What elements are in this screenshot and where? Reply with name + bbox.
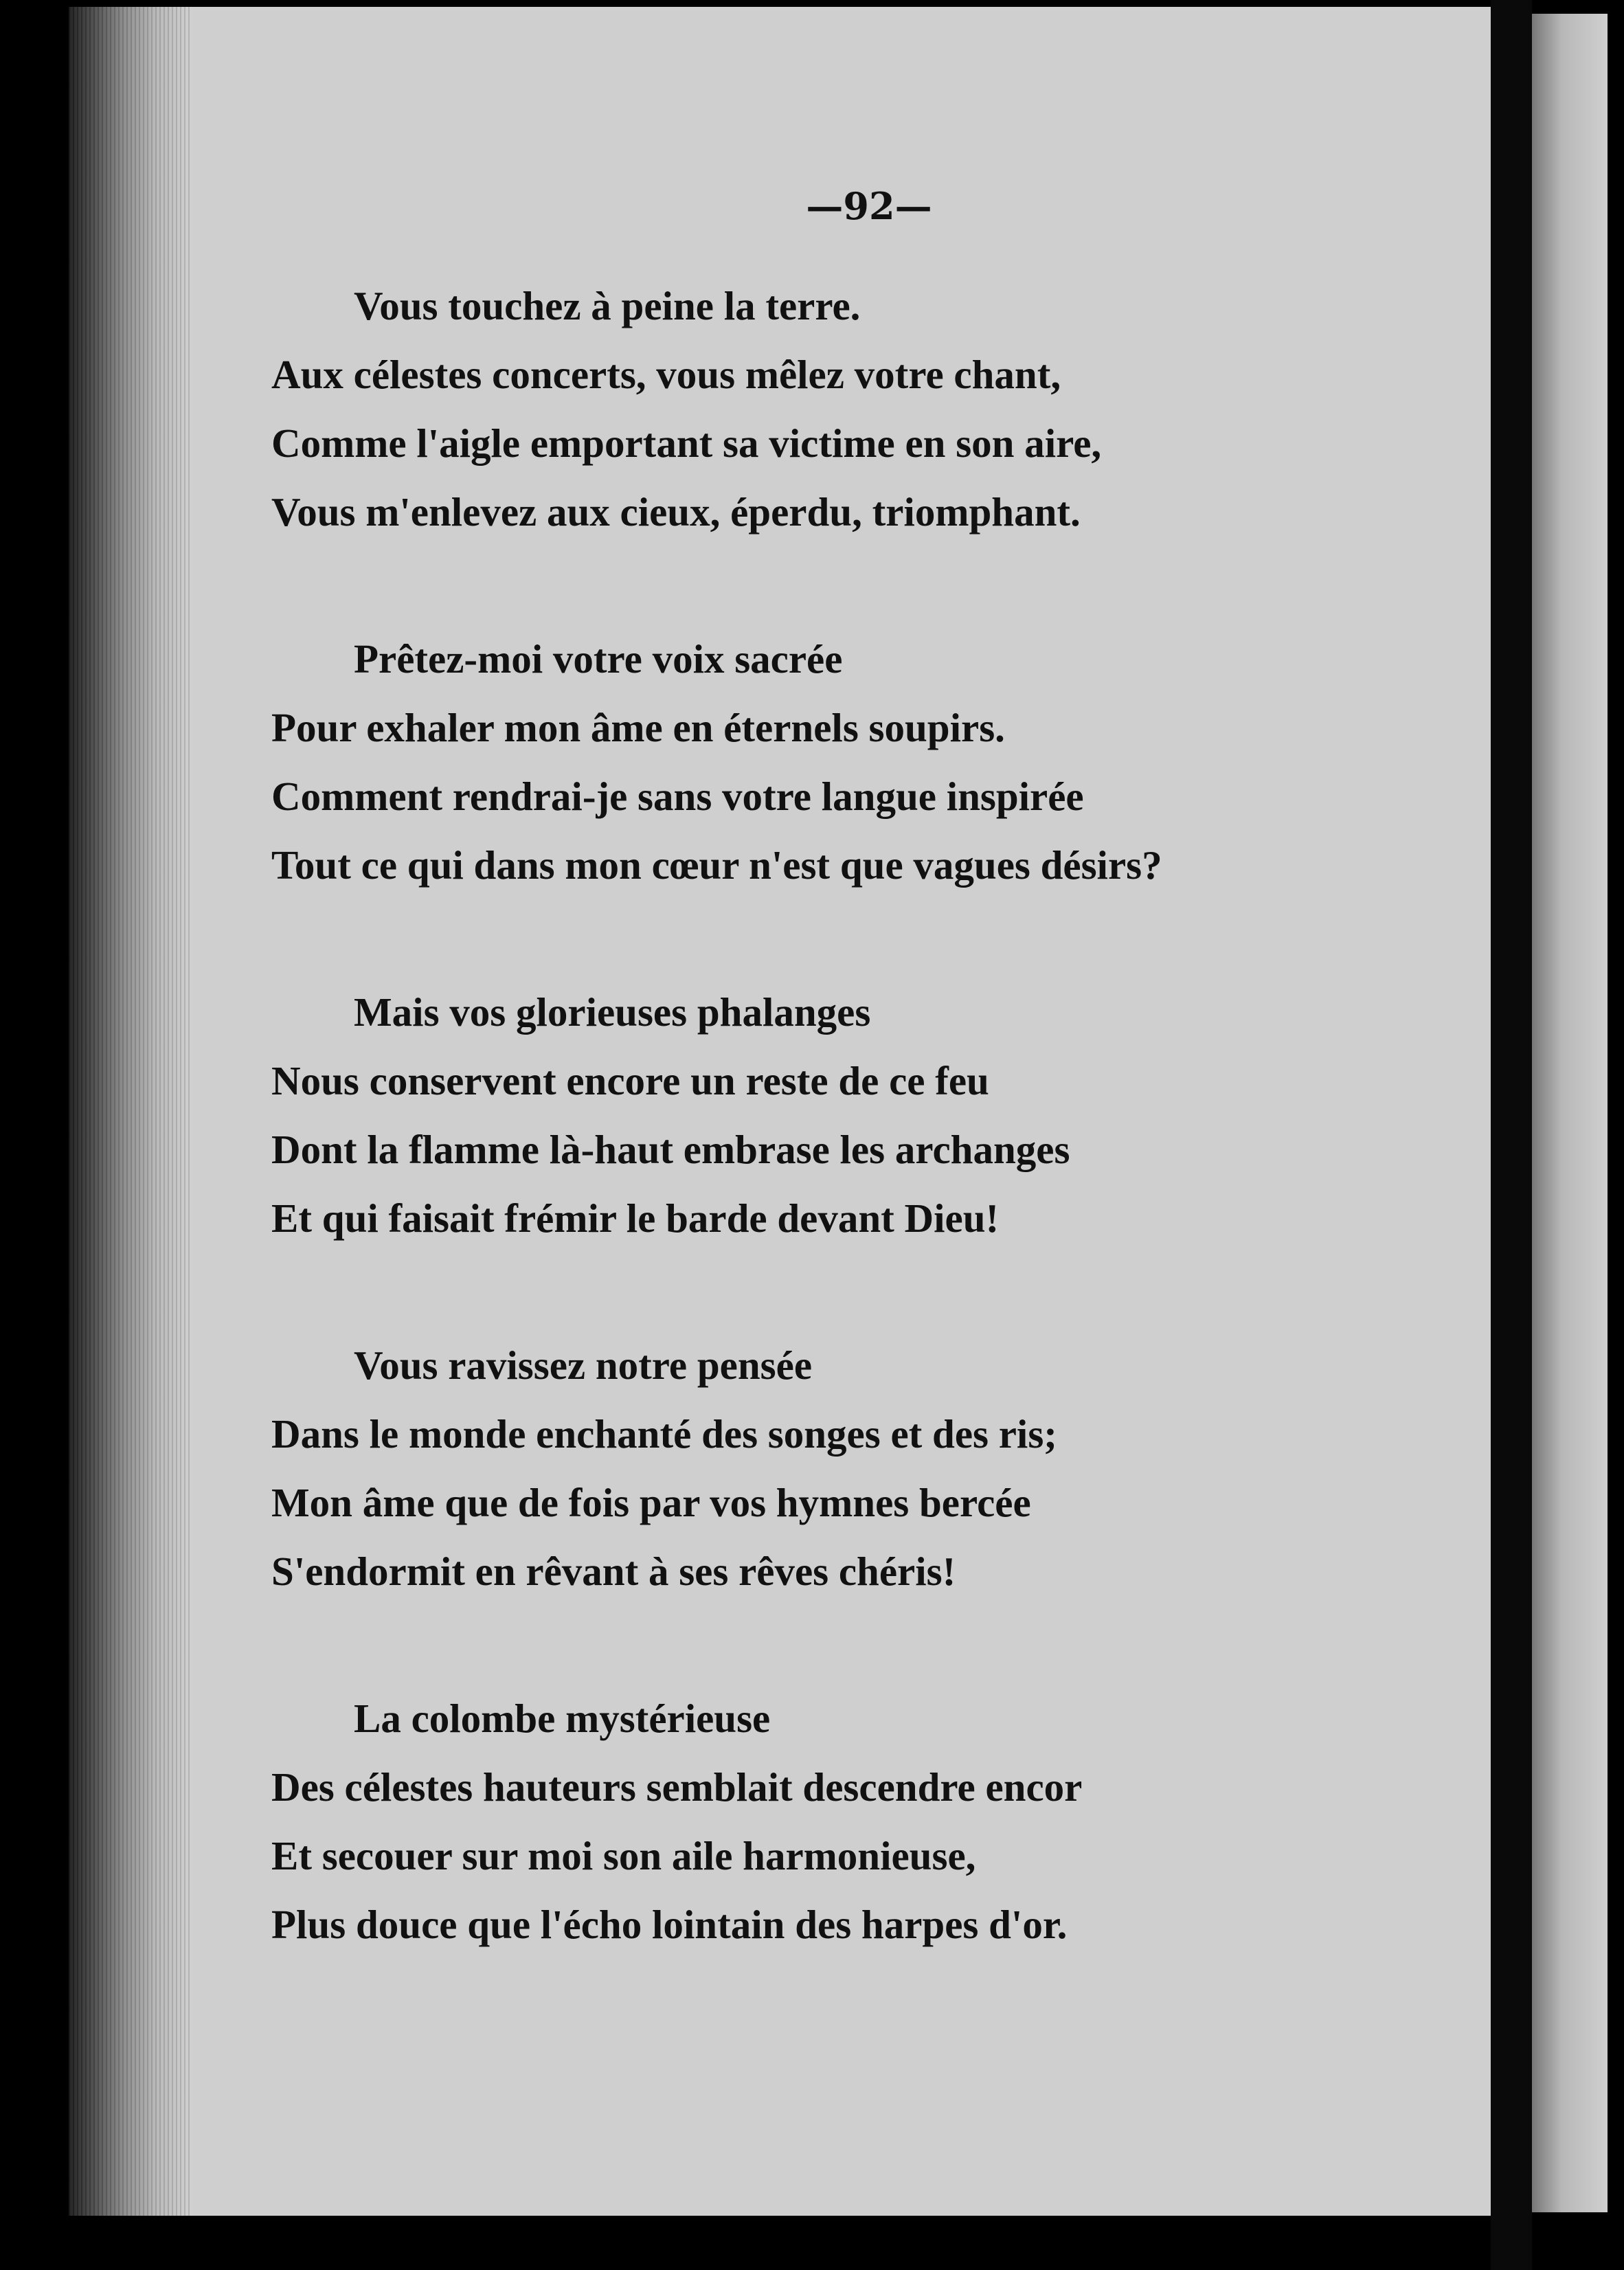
stanza (271, 625, 1371, 899)
poem-line: Comme l'aigle emportant sa victime en son aire, (271, 420, 1102, 466)
opposite-page-edge (1532, 14, 1608, 2212)
poem-line: La colombe mystérieuse (354, 1696, 771, 1741)
stanza (271, 1331, 1371, 1606)
poem-line: Mon âme que de fois par vos hymnes bercée (271, 1480, 1031, 1525)
stanza (271, 1684, 1371, 1959)
poem-line: Mais vos glorieuses phalanges (354, 989, 871, 1035)
stanza (271, 271, 1371, 546)
book-page-edges (69, 7, 192, 2216)
poem-line: Et qui faisait frémir le barde devant Dieu! (271, 1195, 1000, 1241)
poem-line: Plus douce que l'écho lointain des harpes d'or. (271, 1902, 1068, 1947)
poem-line: Tout ce qui dans mon cœur n'est que vagues désirs? (271, 842, 1162, 888)
poem-line: Vous m'enlevez aux cieux, éperdu, triomphant. (271, 489, 1081, 535)
poem-line: Pour exhaler mon âme en éternels soupirs. (271, 705, 1005, 750)
book-gutter (1491, 0, 1532, 2270)
poem-line: Comment rendrai-je sans votre langue inspirée (271, 774, 1084, 819)
poem-line: Prêtez-moi votre voix sacrée (354, 636, 843, 682)
poem-line: S'endormit en rêvant à ses rêves chéris! (271, 1549, 956, 1594)
poem-line: Nous conservent encore un reste de ce feu (271, 1058, 989, 1103)
poem (271, 271, 1371, 2037)
poem-line: Dont la flamme là-haut embrase les archanges (271, 1127, 1070, 1172)
stanza (271, 978, 1371, 1252)
poem-line: Vous touchez à peine la terre. (354, 283, 861, 328)
poem-line: Aux célestes concerts, vous mêlez votre chant, (271, 352, 1061, 397)
poem-line: Et secouer sur moi son aile harmonieuse, (271, 1833, 976, 1878)
page-number: —92— (806, 184, 932, 228)
poem-line: Dans le monde enchanté des songes et des ris; (271, 1411, 1057, 1457)
poem-line: Des célestes hauteurs semblait descendre encor (271, 1764, 1083, 1810)
poem-line: Vous ravissez notre pensée (354, 1342, 813, 1388)
